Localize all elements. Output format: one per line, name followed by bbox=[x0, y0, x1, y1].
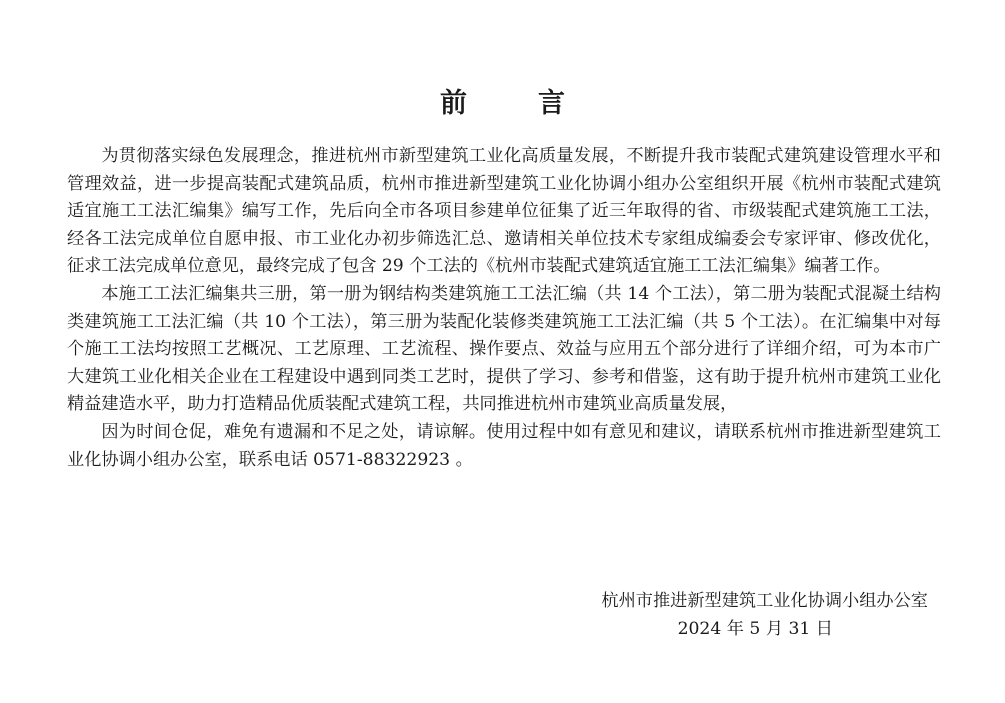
paragraph-purpose: 为贯彻落实绿色发展理念，推进杭州市新型建筑工业化高质量发展，不断提升我市装配式建筑建设管理水平和管理效益，进一步提高装配式建筑品质，杭州市推进新型建筑工业化协调小组办公室组织开展《杭州市装配式建筑适宜施工工法汇编集》编写工作，先后向全市各项目参建单位征集了近三年取得的省、市级装配式建筑施工工法，经各工法完成单位自愿申报、市工业化办初步筛选汇总、邀请相关单位技术专家组成编委会专家评审、修改优化，征求工法完成单位意见，最终完成了包含 29 个工法的《杭州市装配式建筑适宜施工工法汇编集》编著工作。 bbox=[67, 146, 941, 277]
paragraph-contact: 因为时间仓促，难免有遗漏和不足之处，请谅解。使用过程中如有意见和建议，请联系杭州市推进新型建筑工业化协调小组办公室，联系电话 0571-88322923 。 bbox=[67, 421, 941, 470]
page-title: 前 言 bbox=[440, 88, 587, 120]
paragraph-contents: 本施工工法汇编集共三册，第一册为钢结构类建筑施工工法汇编（共 14 个工法），第二册为装配式混凝土结构类建筑施工工法汇编（共 10 个工法），第三册为装配化装修类建筑施工工法汇编（共 5 个工法）。在汇编集中对每个施工工法均按照工艺概况、工艺原理、工艺流程、操作要点、效益与应用五个部分进行了详细介绍，可为本市广大建筑工业化相关企业在工程建设中遇到同类工艺时，提供了学习、参考和借鉴，这有助于提升杭州市建筑工业化精益建造水平，助力打造精品优质装配式建筑工程，共同推进杭州市建筑业高质量发展， bbox=[67, 283, 941, 415]
signature-organization: 杭州市推进新型建筑工业化协调小组办公室 bbox=[601, 591, 928, 611]
signature-block bbox=[540, 587, 940, 643]
signature-date: 2024 年 5 月 31 日 bbox=[677, 619, 833, 639]
preface-body bbox=[67, 143, 941, 474]
